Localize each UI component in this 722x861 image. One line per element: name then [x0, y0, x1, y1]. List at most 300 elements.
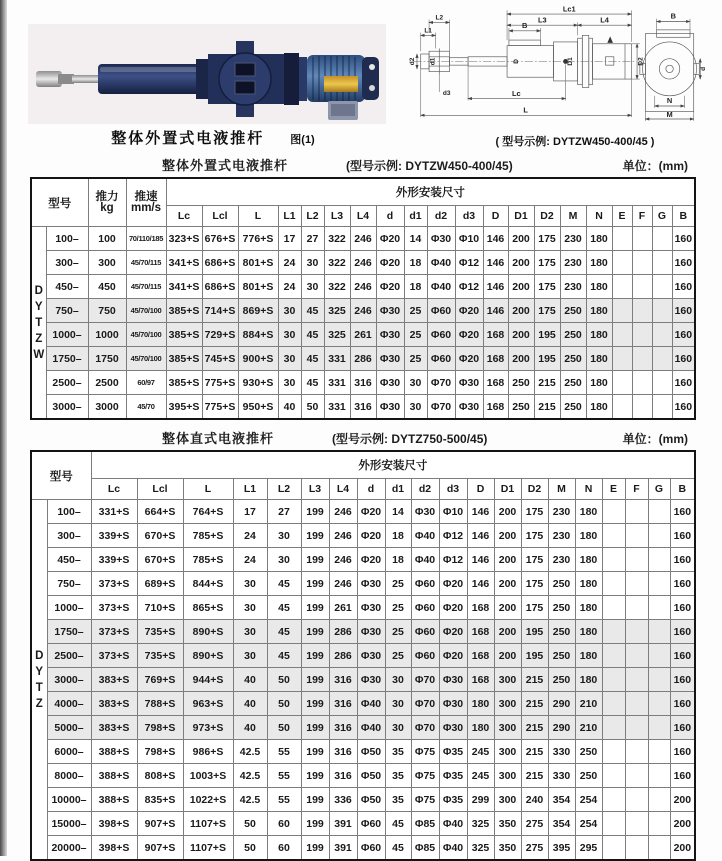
column-header-d2: d2 [411, 479, 439, 500]
value-cell: 160 [670, 500, 695, 524]
value-cell [648, 740, 670, 764]
value-cell [648, 812, 670, 836]
value-cell: 30 [385, 692, 411, 716]
value-cell: 42.5 [233, 740, 267, 764]
value-cell [612, 371, 632, 395]
value-cell: 1107+S [183, 812, 233, 836]
column-header-L: L [183, 479, 233, 500]
value-cell: 385+S [166, 323, 202, 347]
value-cell: 50 [233, 812, 267, 836]
value-cell: 180 [575, 596, 602, 620]
value-cell: 180 [575, 548, 602, 572]
model-cell: 1000– [46, 323, 88, 347]
value-cell: 300 [494, 764, 521, 788]
value-cell: 245 [467, 764, 494, 788]
value-cell: 200 [494, 500, 521, 524]
value-cell: 160 [670, 692, 695, 716]
value-cell: 200 [494, 572, 521, 596]
series-vertical-label: D Y T Z W [31, 227, 46, 420]
value-cell: 45 [267, 644, 301, 668]
table-row [31, 395, 695, 420]
column-header-L3: L3 [301, 479, 329, 500]
value-cell: Φ20 [376, 251, 404, 275]
column-header-M: M [548, 479, 575, 500]
value-cell: 18 [385, 548, 411, 572]
column-header-L4: L4 [329, 479, 357, 500]
dim-label-front-n: N [666, 96, 673, 106]
value-cell: 168 [467, 644, 494, 668]
value-cell: 25 [404, 347, 427, 371]
value-cell [602, 596, 625, 620]
value-cell: 350 [494, 836, 521, 861]
value-cell: 30 [385, 716, 411, 740]
value-cell: 973+S [183, 716, 233, 740]
table-row [31, 716, 695, 740]
value-cell [648, 524, 670, 548]
value-cell: Φ30 [376, 371, 404, 395]
value-cell: 45 [301, 323, 324, 347]
value-cell: Φ20 [439, 644, 467, 668]
dim-label-d3: d3 [442, 89, 451, 97]
value-cell: 195 [534, 323, 560, 347]
column-header-L2: L2 [301, 206, 324, 227]
value-cell: 250 [560, 347, 586, 371]
value-cell: 100 [88, 227, 126, 251]
model-cell: 3000– [47, 668, 91, 692]
table-row [31, 347, 695, 371]
value-cell [602, 524, 625, 548]
value-cell: Φ40 [357, 692, 385, 716]
value-cell: 300 [494, 716, 521, 740]
speed-label: 推速 [134, 190, 158, 203]
dim-label-front-m: M [666, 110, 673, 120]
value-cell: 1750 [88, 347, 126, 371]
value-cell: 160 [672, 395, 695, 420]
value-cell: 869+S [238, 299, 278, 323]
column-header-dimensions-group: 外形安装尺寸 [91, 451, 695, 479]
value-cell: 775+S [202, 395, 238, 420]
value-cell: 388+S [91, 788, 137, 812]
value-cell: 180 [575, 668, 602, 692]
value-cell: 354 [548, 812, 575, 836]
value-cell: Φ20 [357, 500, 385, 524]
value-cell: 250 [560, 395, 586, 420]
value-cell: 160 [670, 764, 695, 788]
value-cell: 180 [575, 524, 602, 548]
value-cell: 199 [301, 548, 329, 572]
value-cell: Φ60 [411, 572, 439, 596]
model-cell: 20000– [47, 836, 91, 861]
value-cell: 160 [670, 572, 695, 596]
value-cell [612, 299, 632, 323]
table1-title: 整体外置式电液推杆 [162, 158, 289, 173]
value-cell: 250 [560, 299, 586, 323]
value-cell: 835+S [137, 788, 183, 812]
value-cell: 175 [534, 275, 560, 299]
value-cell: 398+S [91, 836, 137, 861]
value-cell: 788+S [137, 692, 183, 716]
dim-label-lc: Lc [512, 88, 521, 98]
dim-label-b: B [522, 21, 528, 30]
table-row [31, 740, 695, 764]
column-header-L3: L3 [324, 206, 350, 227]
value-cell: Φ35 [439, 788, 467, 812]
dimension-drawing-image [400, 2, 720, 132]
value-cell: 250 [575, 740, 602, 764]
value-cell [602, 740, 625, 764]
column-header-Lcl: Lcl [137, 479, 183, 500]
value-cell: 350 [494, 812, 521, 836]
value-cell [648, 572, 670, 596]
table1-unit-label: 单位：(mm) [622, 159, 688, 173]
value-cell [648, 692, 670, 716]
value-cell: 200 [508, 251, 534, 275]
value-cell: 200 [508, 275, 534, 299]
value-cell: 40 [233, 692, 267, 716]
column-header-d3: d3 [439, 479, 467, 500]
value-cell: 200 [508, 323, 534, 347]
value-cell [602, 716, 625, 740]
value-cell [625, 692, 648, 716]
value-cell [632, 395, 652, 420]
table-row [31, 251, 695, 275]
value-cell: 689+S [137, 572, 183, 596]
value-cell: 146 [467, 548, 494, 572]
value-cell: 27 [301, 227, 324, 251]
value-cell: 199 [301, 716, 329, 740]
model-cell: 1750– [47, 620, 91, 644]
value-cell: 230 [548, 500, 575, 524]
model-cell: 300– [47, 524, 91, 548]
column-header-dimensions-group: 外形安装尺寸 [166, 178, 695, 206]
table-row [31, 812, 695, 836]
figure-number-label: 图(1) [290, 134, 315, 146]
value-cell: 686+S [202, 275, 238, 299]
value-cell: Φ40 [411, 524, 439, 548]
model-cell: 10000– [47, 788, 91, 812]
column-header-G: G [648, 479, 670, 500]
dim-label-l1: L1 [424, 27, 432, 35]
value-cell: 160 [672, 347, 695, 371]
value-cell: 195 [521, 620, 548, 644]
value-cell: 45/70/100 [126, 323, 166, 347]
column-header-B: B [672, 206, 695, 227]
value-cell: 160 [672, 371, 695, 395]
value-cell [648, 620, 670, 644]
value-cell: Φ30 [357, 644, 385, 668]
value-cell: 42.5 [233, 788, 267, 812]
value-cell: Φ40 [411, 548, 439, 572]
value-cell: Φ50 [357, 764, 385, 788]
column-header-model: 型号 [31, 178, 88, 227]
value-cell: Φ60 [427, 323, 455, 347]
value-cell: 200 [494, 644, 521, 668]
value-cell: 745+S [202, 347, 238, 371]
value-cell: 290 [548, 692, 575, 716]
table-row [31, 275, 695, 299]
value-cell: 30 [385, 668, 411, 692]
value-cell: 199 [301, 812, 329, 836]
column-header-d2: d2 [427, 206, 455, 227]
value-cell: 316 [350, 395, 376, 420]
value-cell: 907+S [137, 812, 183, 836]
value-cell: 18 [404, 251, 427, 275]
value-cell: 180 [586, 347, 612, 371]
value-cell [625, 716, 648, 740]
value-cell: 146 [483, 275, 508, 299]
photo-caption [28, 127, 398, 148]
scan-edge-artifact [0, 0, 7, 856]
value-cell: 168 [467, 620, 494, 644]
value-cell: 215 [534, 395, 560, 420]
model-cell: 100– [46, 227, 88, 251]
column-header-Lc: Lc [91, 479, 137, 500]
value-cell [602, 644, 625, 668]
value-cell: 200 [494, 548, 521, 572]
dim-label-l4: L4 [600, 15, 609, 25]
value-cell: Φ12 [439, 548, 467, 572]
outer-mounted-section [30, 155, 694, 420]
value-cell: Φ40 [427, 275, 455, 299]
value-cell: 300 [494, 788, 521, 812]
value-cell: 2500 [88, 371, 126, 395]
value-cell: Φ60 [411, 644, 439, 668]
value-cell: 175 [521, 596, 548, 620]
value-cell: 215 [521, 716, 548, 740]
value-cell: 199 [301, 572, 329, 596]
value-cell: 175 [534, 299, 560, 323]
value-cell: 391 [329, 836, 357, 861]
value-cell [648, 500, 670, 524]
value-cell: 250 [508, 395, 534, 420]
value-cell: 944+S [183, 668, 233, 692]
column-header-D1: D1 [494, 479, 521, 500]
value-cell: 45/70/100 [126, 347, 166, 371]
value-cell: 160 [670, 620, 695, 644]
value-cell: 930+S [238, 371, 278, 395]
value-cell: Φ85 [411, 812, 439, 836]
value-cell: 246 [329, 500, 357, 524]
column-header-d1: d1 [385, 479, 411, 500]
value-cell: 230 [560, 275, 586, 299]
column-header-Lcl: Lcl [202, 206, 238, 227]
value-cell: 210 [575, 692, 602, 716]
value-cell [625, 836, 648, 861]
value-cell: 450 [88, 275, 126, 299]
value-cell: 907+S [137, 836, 183, 861]
value-cell: 299 [467, 788, 494, 812]
value-cell: 168 [483, 395, 508, 420]
value-cell: Φ10 [455, 227, 483, 251]
value-cell: 200 [508, 299, 534, 323]
value-cell: Φ60 [427, 299, 455, 323]
value-cell: Φ70 [427, 395, 455, 420]
value-cell: 200 [494, 596, 521, 620]
value-cell [602, 500, 625, 524]
value-cell: 230 [548, 548, 575, 572]
value-cell [648, 764, 670, 788]
value-cell: 246 [350, 251, 376, 275]
value-cell: 199 [301, 620, 329, 644]
value-cell: 300 [494, 692, 521, 716]
value-cell: Φ35 [439, 740, 467, 764]
value-cell: 30 [278, 299, 301, 323]
table2-unit-label: 单位：(mm) [622, 432, 688, 446]
value-cell: Φ30 [376, 347, 404, 371]
value-cell: 168 [467, 596, 494, 620]
value-cell: 215 [521, 692, 548, 716]
column-header-d1: d1 [404, 206, 427, 227]
value-cell: 286 [350, 347, 376, 371]
column-header-L4: L4 [350, 206, 376, 227]
value-cell [625, 812, 648, 836]
value-cell: 180 [586, 275, 612, 299]
header-row [31, 178, 695, 206]
value-cell: Φ30 [427, 227, 455, 251]
value-cell: 3000 [88, 395, 126, 420]
value-cell: Φ50 [357, 740, 385, 764]
value-cell: Φ30 [376, 395, 404, 420]
value-cell: Φ20 [439, 620, 467, 644]
value-cell: 200 [508, 227, 534, 251]
value-cell: 40 [278, 395, 301, 420]
column-header-force [88, 178, 126, 227]
value-cell: 200 [494, 524, 521, 548]
value-cell: 801+S [238, 251, 278, 275]
value-cell: 215 [521, 668, 548, 692]
value-cell: 398+S [91, 812, 137, 836]
table-row [31, 371, 695, 395]
model-cell: 300– [46, 251, 88, 275]
value-cell [625, 764, 648, 788]
value-cell: Φ30 [439, 716, 467, 740]
value-cell: 199 [301, 500, 329, 524]
value-cell: 35 [385, 788, 411, 812]
table-row [31, 323, 695, 347]
value-cell [648, 716, 670, 740]
column-header-L2: L2 [267, 479, 301, 500]
value-cell: 50 [301, 395, 324, 420]
value-cell: 160 [670, 596, 695, 620]
value-cell: 50 [267, 716, 301, 740]
value-cell: 200 [670, 836, 695, 861]
product-photo [28, 24, 386, 124]
value-cell: 391 [329, 812, 357, 836]
value-cell: Φ30 [376, 299, 404, 323]
value-cell: 30 [233, 644, 267, 668]
value-cell: 322 [324, 275, 350, 299]
value-cell [625, 740, 648, 764]
value-cell: 180 [586, 395, 612, 420]
value-cell: 323+S [166, 227, 202, 251]
value-cell [632, 299, 652, 323]
value-cell: 199 [301, 788, 329, 812]
value-cell: 175 [534, 227, 560, 251]
value-cell: 341+S [166, 251, 202, 275]
value-cell: 246 [350, 299, 376, 323]
table-row [31, 548, 695, 572]
value-cell: 250 [548, 572, 575, 596]
value-cell: 55 [267, 788, 301, 812]
model-cell: 450– [47, 548, 91, 572]
column-header-B: B [670, 479, 695, 500]
value-cell: 1003+S [183, 764, 233, 788]
value-cell: 30 [278, 371, 301, 395]
value-cell: 25 [385, 572, 411, 596]
value-cell: 686+S [202, 251, 238, 275]
value-cell: 200 [670, 812, 695, 836]
value-cell: 395+S [166, 395, 202, 420]
value-cell: 160 [672, 227, 695, 251]
table-row [31, 692, 695, 716]
value-cell: Φ40 [357, 716, 385, 740]
value-cell: 230 [548, 524, 575, 548]
value-cell: 199 [301, 644, 329, 668]
value-cell: 180 [586, 371, 612, 395]
value-cell: 798+S [137, 716, 183, 740]
value-cell: Φ20 [357, 548, 385, 572]
value-cell: 175 [521, 500, 548, 524]
model-cell: 1000– [47, 596, 91, 620]
value-cell: Φ20 [439, 596, 467, 620]
value-cell [632, 371, 652, 395]
value-cell: 250 [548, 668, 575, 692]
value-cell: Φ30 [455, 371, 483, 395]
value-cell: 230 [560, 227, 586, 251]
value-cell: 40 [233, 668, 267, 692]
value-cell: 195 [534, 347, 560, 371]
value-cell: 160 [670, 668, 695, 692]
value-cell: Φ30 [357, 668, 385, 692]
value-cell: 325 [467, 836, 494, 861]
value-cell: 146 [483, 251, 508, 275]
value-cell [652, 275, 672, 299]
value-cell: Φ70 [411, 716, 439, 740]
value-cell: 25 [385, 620, 411, 644]
value-cell: 14 [404, 227, 427, 251]
value-cell: 261 [329, 596, 357, 620]
value-cell: 246 [329, 548, 357, 572]
value-cell: 200 [670, 788, 695, 812]
column-header-G: G [652, 206, 672, 227]
column-header-Lc: Lc [166, 206, 202, 227]
value-cell: 250 [548, 620, 575, 644]
table-row [31, 836, 695, 861]
value-cell: 24 [278, 251, 301, 275]
table-row [31, 524, 695, 548]
value-cell: Φ75 [411, 764, 439, 788]
value-cell: 900+S [238, 347, 278, 371]
table-row [31, 788, 695, 812]
value-cell: 676+S [202, 227, 238, 251]
value-cell: 300 [494, 740, 521, 764]
value-cell: Φ85 [411, 836, 439, 861]
value-cell: 45 [267, 572, 301, 596]
value-cell: 250 [560, 323, 586, 347]
value-cell: 175 [521, 524, 548, 548]
column-header-d: d [376, 206, 404, 227]
value-cell: 250 [560, 371, 586, 395]
model-cell: 6000– [47, 740, 91, 764]
value-cell: 30 [233, 572, 267, 596]
value-cell [602, 548, 625, 572]
value-cell: 388+S [91, 740, 137, 764]
header-row [31, 451, 695, 479]
value-cell: 300 [88, 251, 126, 275]
value-cell: 160 [670, 524, 695, 548]
value-cell: 331 [324, 395, 350, 420]
value-cell: 160 [672, 299, 695, 323]
